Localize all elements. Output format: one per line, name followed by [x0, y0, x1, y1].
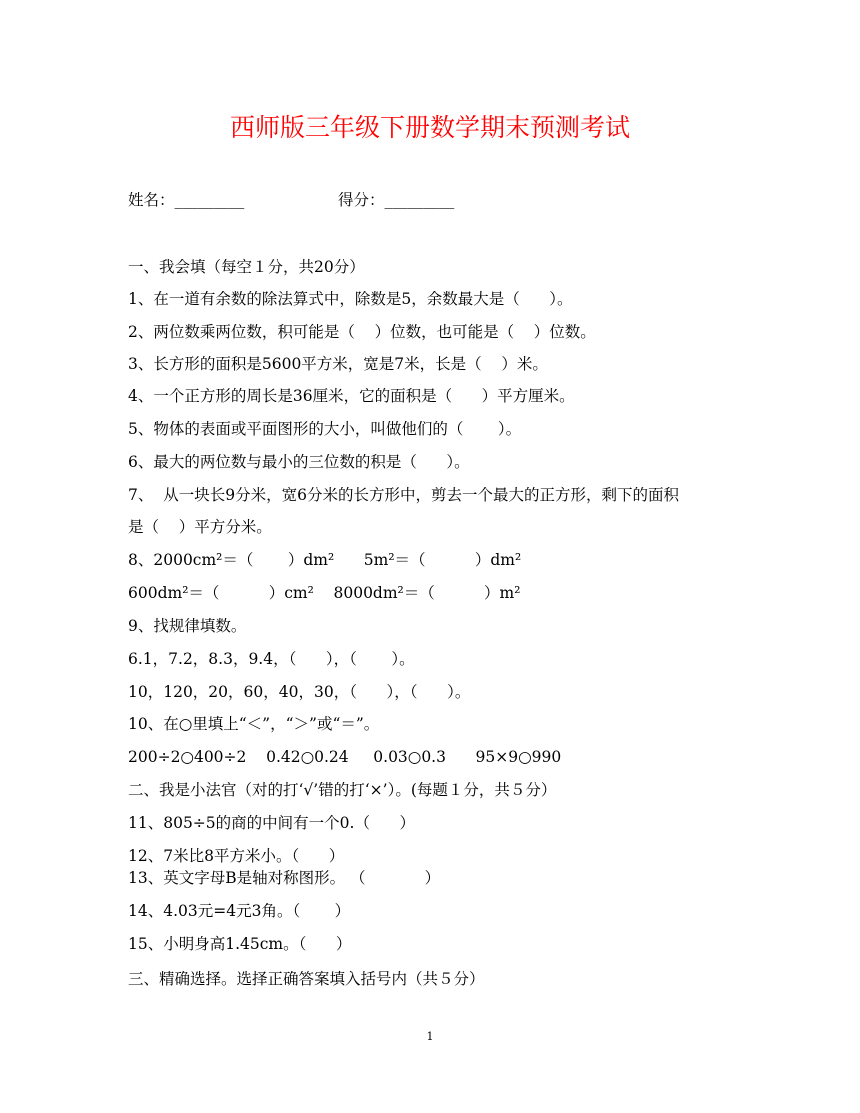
question-10-comparisons: 200÷2○400÷2 0.42○0.24 0.03○0.3 95×9○990 — [128, 748, 562, 766]
name-field-label: 姓名：_________ — [128, 191, 245, 209]
question-9-sequence-1: 6.1，7.2，8.3，9.4，（ ），（ ）。 — [128, 650, 415, 668]
question-7-continuation: 是（ ）平方分米。 — [128, 518, 272, 536]
question-9-sequence-2: 10，120，20，60，40，30，（ ），（ ）。 — [128, 683, 471, 701]
section-1-heading: 一、我会填（每空１分，共20分） — [128, 258, 365, 276]
question-9: 9、找规律填数。 — [128, 617, 247, 635]
section-2-heading: 二、我是小法官（对的打‘√’错的打‘×’）。(每题１分，共５分） — [128, 781, 557, 799]
question-4: 4、一个正方形的周长是36厘米，它的面积是（ ）平方厘米。 — [128, 387, 575, 405]
question-8-row-1: 8、2000cm²＝（ ）dm² 5m²＝（ ）dm² — [128, 551, 522, 569]
question-3: 3、长方形的面积是5600平方米，宽是7米，长是（ ）米。 — [128, 355, 548, 373]
question-7: 7、 从一块长9分米，宽6分米的长方形中，剪去一个最大的正方形，剩下的面积 — [128, 486, 679, 504]
question-15: 15、小明身高1.45cm。（ ） — [128, 935, 352, 953]
page-number: 1 — [426, 1030, 434, 1043]
question-14: 14、4.03元=4元3角。（ ） — [128, 902, 351, 920]
question-5: 5、物体的表面或平面图形的大小，叫做他们的（ ）。 — [128, 420, 522, 438]
question-2: 2、两位数乘两位数，积可能是（ ）位数，也可能是（ ）位数。 — [128, 323, 596, 341]
question-6: 6、最大的两位数与最小的三位数的积是（ ）。 — [128, 453, 470, 471]
page-title: 西师版三年级下册数学期末预测考试 — [229, 113, 630, 142]
question-13: 13、英文字母B是轴对称图形。 （ ） — [128, 869, 441, 887]
score-field-label: 得分：_________ — [338, 191, 455, 209]
question-10: 10、在○里填上“＜”，“＞”或“＝”。 — [128, 715, 380, 733]
question-12: 12、7米比8平方米小。（ ） — [128, 847, 345, 865]
question-11: 11、805÷5的商的中间有一个0.（ ） — [128, 814, 416, 832]
question-1: 1、在一道有余数的除法算式中，除数是5，余数最大是（ ）。 — [128, 290, 573, 308]
question-8-row-2: 600dm²＝（ ）cm² 8000dm²＝（ ）m² — [128, 584, 521, 602]
section-3-heading: 三、精确选择。选择正确答案填入括号内（共５分） — [128, 970, 485, 988]
